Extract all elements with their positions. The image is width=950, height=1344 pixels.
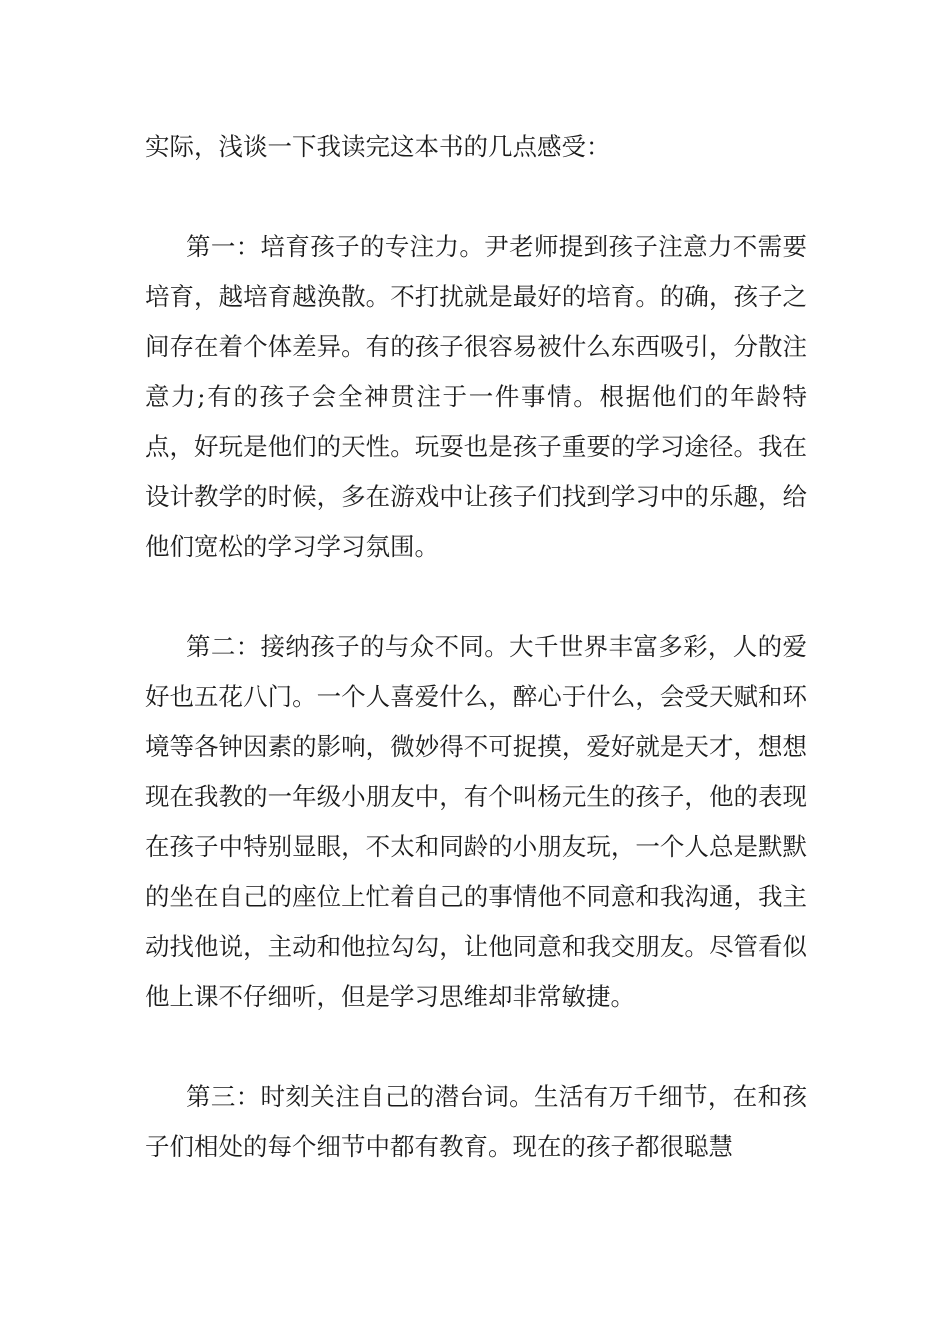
paragraph-second-point: 第二：接纳孩子的与众不同。大千世界丰富多彩，人的爱好也五花八门。一个人喜爱什么，醉心于什么，会受天赋和环境等各钟因素的影响，微妙得不可捉摸，爱好就是天才，想想现在我教的一年级小朋友中，有个叫杨元生的孩子，他的表现在孩子中特别显眼，不太和同龄的小朋友玩，一个人总是默默的坐在自己的座位上忙着自己的事情他不同意和我沟通，我主动找他说，主动和他拉勾勾，让他同意和我交朋友。尽管看似他上课不仔细听，但是学习思维却非常敏捷。: [145, 632, 807, 1011]
paragraph-third-point: 第三：时刻关注自己的潜台词。生活有万千细节，在和孩子们相处的每个细节中都有教育。现在的孩子都很聪慧: [145, 1082, 807, 1161]
document-body: [145, 122, 807, 1172]
paragraph-intro: 实际，浅谈一下我读完这本书的几点感受：: [145, 132, 611, 161]
paragraph-first-point: 第一：培育孩子的专注力。尹老师提到孩子注意力不需要培育，越培育越涣散。不打扰就是最好的培育。的确，孩子之间存在着个体差异。有的孩子很容易被什么东西吸引，分散注意力;有的孩子会全神贯注于一件事情。根据他们的年龄特点，好玩是他们的天性。玩耍也是孩子重要的学习途径。我在设计教学的时候，多在游戏中让孩子们找到学习中的乐趣，给他们宽松的学习学习氛围。: [145, 232, 807, 561]
